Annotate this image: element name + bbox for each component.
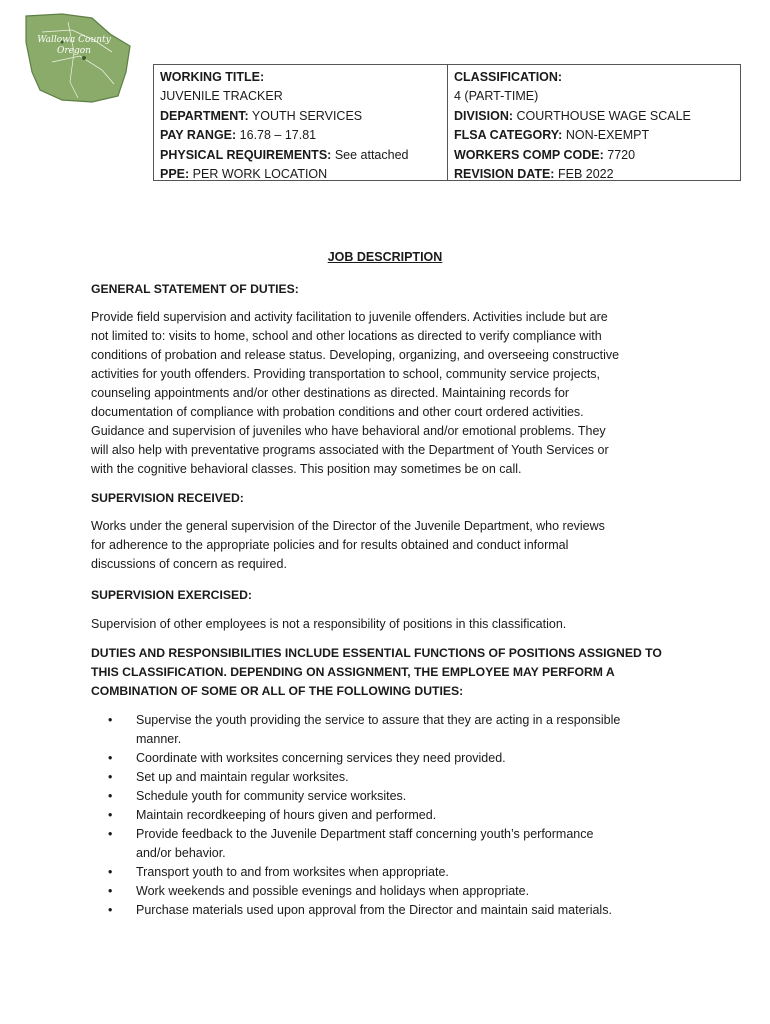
supervision-exercised-heading: SUPERVISION EXERCISED: [91, 588, 252, 602]
info-value: JUVENILE TRACKER [160, 89, 283, 104]
bullet-icon: • [108, 903, 113, 917]
item-text: Coordinate with worksites concerning services they need provided. [136, 751, 506, 765]
county-logo [22, 12, 134, 104]
info-label: DIVISION: [454, 108, 514, 123]
item-text-continued: and/or behavior. [136, 846, 226, 860]
info-column-left [154, 65, 447, 180]
list-item [108, 863, 688, 882]
svg-text:Oregon: Oregon [57, 46, 91, 56]
text-line: not limited to: visits to home, school and other locations as directed to verify compliance with [91, 329, 602, 343]
info-label: PHYSICAL REQUIREMENTS: [160, 147, 332, 162]
info-label: PPE: [160, 166, 190, 181]
text-line: will also help with preventative programs associated with the Department of Youth Services or [91, 443, 609, 457]
item-text: Provide feedback to the Juvenile Department staff concerning youth’s performance [136, 827, 594, 841]
document-title: JOB DESCRIPTION [327, 250, 443, 264]
info-label: CLASSIFICATION: [454, 70, 563, 84]
text-line: Works under the general supervision of the Director of the Juvenile Department, who reviews [91, 519, 605, 533]
info-label: WORKING TITLE: [160, 70, 265, 84]
item-text: Set up and maintain regular worksites. [136, 770, 349, 784]
text-line: for adherence to the appropriate policies and for results obtained and conduct informal [91, 538, 569, 552]
text-line: discussions of concern as required. [91, 557, 287, 571]
item-text: Transport youth to and from worksites when appropriate. [136, 865, 449, 879]
bullet-icon: • [108, 770, 113, 784]
supervision-received-text [91, 517, 691, 574]
bullet-icon: • [108, 808, 113, 822]
info-value: COURTHOUSE WAGE SCALE [516, 108, 691, 123]
info-value: YOUTH SERVICES [251, 108, 363, 123]
general-statement-heading: GENERAL STATEMENT OF DUTIES: [91, 282, 299, 296]
working-title-row [160, 68, 447, 87]
position-info-table [153, 64, 741, 181]
list-item [108, 749, 688, 768]
info-value: 4 (PART-TIME) [454, 89, 539, 104]
bullet-icon: • [108, 884, 113, 898]
text-line: activities for youth offenders. Providing transportation to school, community service projects, [91, 367, 601, 381]
text-line: Provide field supervision and activity facilitation to juvenile offenders. Activities include but are [91, 310, 608, 324]
info-value: 16.78 – 17.81 [239, 128, 317, 143]
list-item [108, 711, 688, 749]
info-label: DEPARTMENT: [160, 108, 249, 123]
info-label: REVISION DATE: [454, 166, 555, 181]
info-value: 7720 [607, 147, 636, 162]
classification-row [454, 68, 740, 87]
list-item [108, 901, 688, 920]
ppe-row [160, 165, 447, 184]
supervision-exercised-text [91, 615, 691, 634]
bullet-icon: • [108, 827, 113, 841]
department-row [160, 107, 447, 126]
item-text: Purchase materials used upon approval from the Director and maintain said materials. [136, 903, 612, 917]
duties-heading [91, 644, 691, 701]
text-line: counseling appointments and/or other destinations as directed. Maintaining records for [91, 386, 570, 400]
item-text: Schedule youth for community service worksites. [136, 789, 407, 803]
heading-line: THIS CLASSIFICATION. DEPENDING ON ASSIGNMENT, THE EMPLOYEE MAY PERFORM A [91, 665, 615, 679]
info-value: NON-EXEMPT [565, 128, 650, 143]
workers-comp-row [454, 146, 740, 165]
info-value: PER WORK LOCATION [192, 166, 328, 181]
info-label: PAY RANGE: [160, 128, 237, 143]
bullet-icon: • [108, 751, 113, 765]
physical-requirements-row [160, 146, 447, 165]
duties-list [108, 711, 688, 920]
item-text: Maintain recordkeeping of hours given and performed. [136, 808, 437, 822]
working-title-value-row [160, 87, 447, 106]
text-line: documentation of compliance with probation conditions and other court ordered activities. [91, 405, 584, 419]
pay-range-row [160, 126, 447, 145]
heading-line: DUTIES AND RESPONSIBILITIES INCLUDE ESSENTIAL FUNCTIONS OF POSITIONS ASSIGNED TO [91, 646, 662, 660]
text-line: Supervision of other employees is not a responsibility of positions in this classification. [91, 617, 567, 631]
bullet-icon: • [108, 865, 113, 879]
bullet-icon: • [108, 789, 113, 803]
list-item [108, 882, 688, 901]
supervision-received-heading: SUPERVISION RECEIVED: [91, 491, 244, 505]
division-row [454, 107, 740, 126]
info-value: See attached [334, 147, 409, 162]
item-text: Supervise the youth providing the service to assure that they are acting in a responsible [136, 713, 621, 727]
info-value: FEB 2022 [557, 166, 614, 181]
item-text: Work weekends and possible evenings and holidays when appropriate. [136, 884, 530, 898]
heading-line: COMBINATION OF SOME OR ALL OF THE FOLLOWING DUTIES: [91, 684, 464, 698]
text-line: with the cognitive behavioral classes. This position may sometimes be on call. [91, 462, 522, 476]
item-text-continued: manner. [136, 732, 182, 746]
svg-text:Wallowa County: Wallowa County [37, 35, 111, 45]
info-label: FLSA CATEGORY: [454, 128, 563, 143]
revision-date-row [454, 165, 740, 184]
flsa-row [454, 126, 740, 145]
info-column-right [447, 65, 740, 180]
info-label: WORKERS COMP CODE: [454, 147, 604, 162]
list-item [108, 806, 688, 825]
text-line: conditions of probation and release status. Developing, organizing, and overseeing constructive [91, 348, 620, 362]
bullet-icon: • [108, 713, 113, 727]
general-statement-text [91, 308, 691, 479]
text-line: Guidance and supervision of juveniles who have behavioral and/or emotional problems. They [91, 424, 606, 438]
list-item [108, 787, 688, 806]
list-item [108, 768, 688, 787]
classification-value-row [454, 87, 740, 106]
list-item [108, 825, 688, 863]
